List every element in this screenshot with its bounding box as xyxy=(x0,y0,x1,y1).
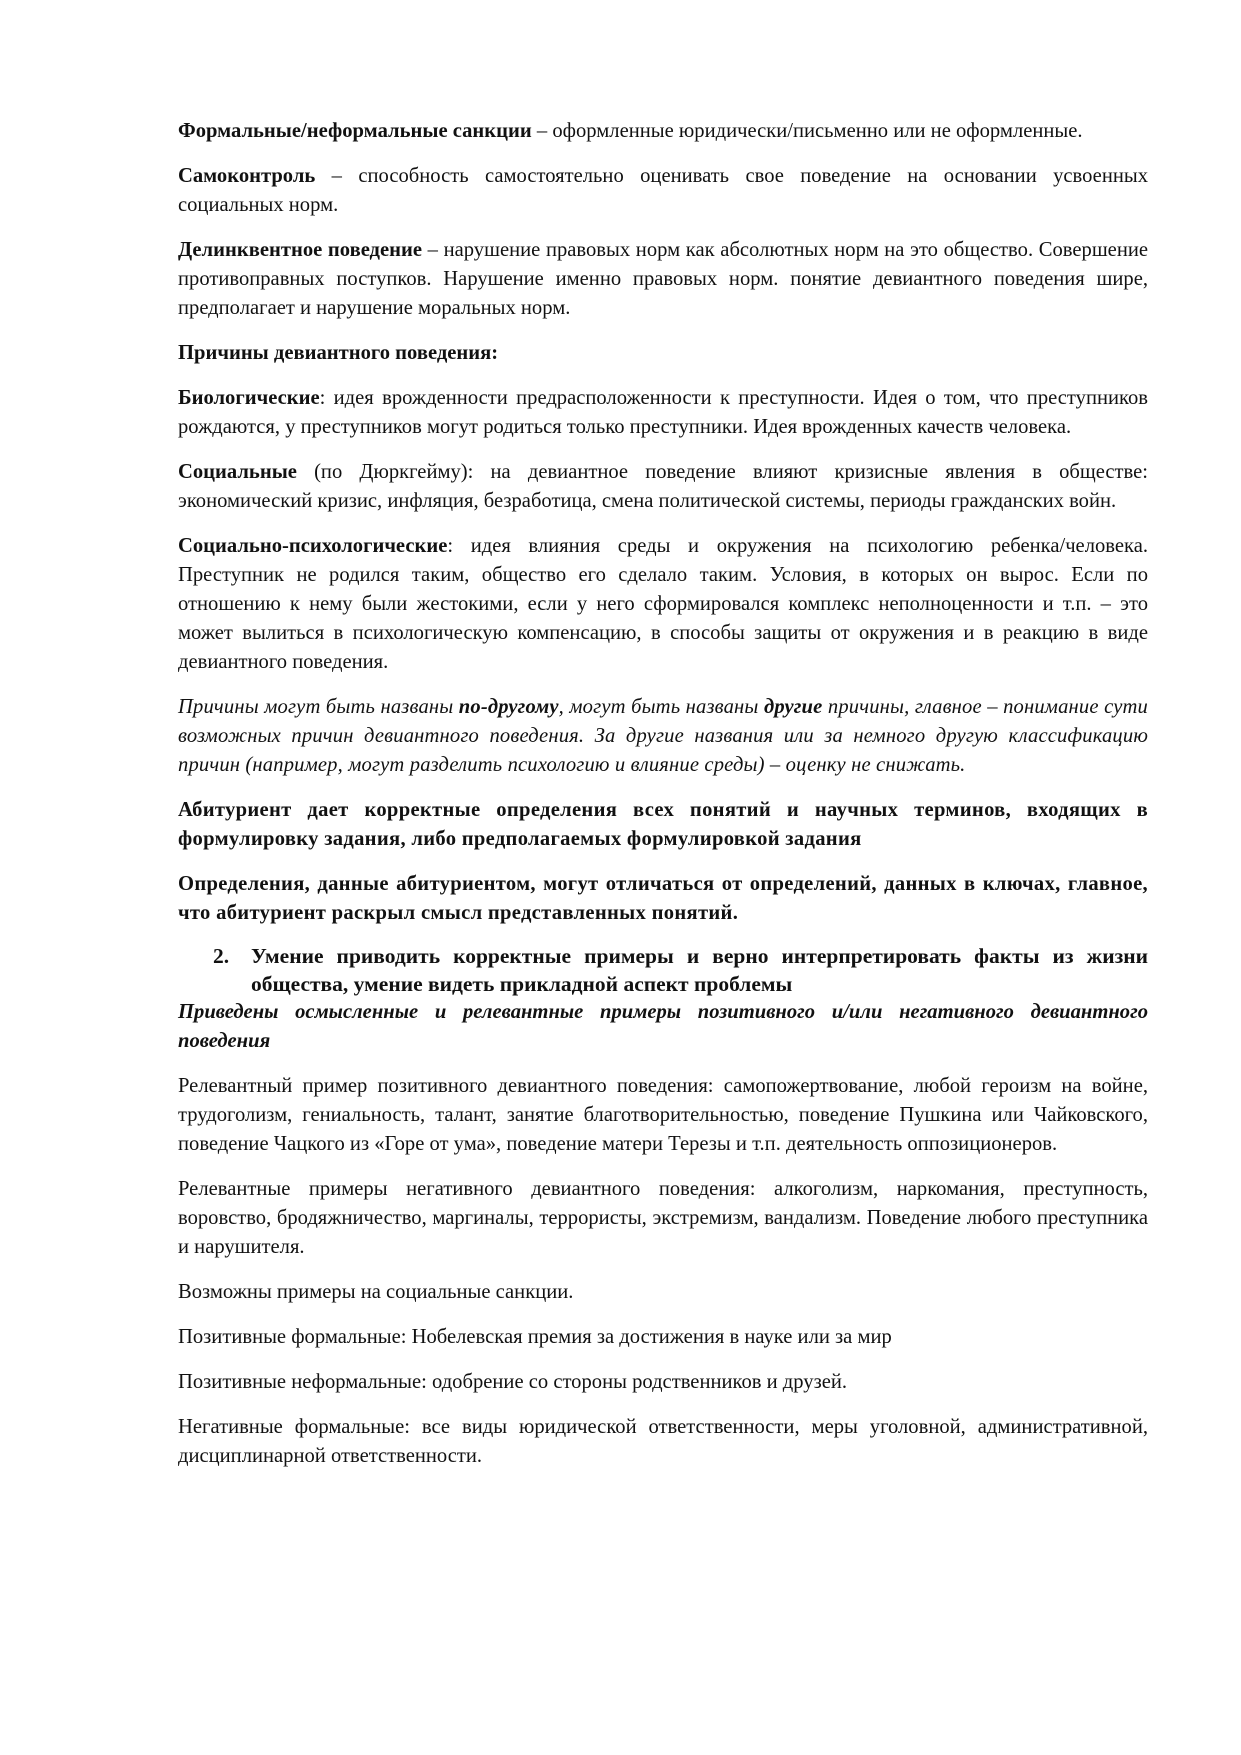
paragraph-negative-formal: Негативные формальные: все виды юридической ответственности, меры уголовной, административной, дисциплинарной ответственности. xyxy=(178,1416,1148,1467)
section-2-subtitle: Приведены осмысленные и релевантные примеры позитивного и/или негативного девиантного поведения xyxy=(178,1001,1148,1052)
term-biological: Биологические xyxy=(178,387,320,409)
note-bold-1: по-другому xyxy=(458,696,559,718)
paragraph-self-control xyxy=(178,162,1148,220)
paragraph-negative-examples: Релевантные примеры негативного девиантного поведения: алкоголизм, наркомания, преступность, воровство, бродяжничество, маргиналы, террористы, экстремизм, вандализм. Поведение любого преступника и нарушителя. xyxy=(178,1178,1148,1258)
criteria-definitions: Абитуриент дает корректные определения всех понятий и научных терминов, входящих в формулировку задания, либо предполагаемых формулировкой задания xyxy=(178,799,1148,850)
section-2-heading xyxy=(213,942,1148,998)
paragraph-positive-informal: Позитивные неформальные: одобрение со стороны родственников и друзей. xyxy=(178,1371,848,1393)
term-delinquent: Делинквентное поведение xyxy=(178,239,422,261)
term-social: Социальные xyxy=(178,461,297,483)
definition-delinquent: – нарушение правовых норм как абсолютных норм на это общество. Совершение противоправных поступков. Нарушение именно правовых норм. понятие девиантного поведения шире, предполагает и нарушение моральных норм. xyxy=(178,239,1149,319)
paragraph-positive-formal: Позитивные формальные: Нобелевская премия за достижения в науке или за мир xyxy=(178,1326,892,1348)
note-part-1: Причины могут быть названы xyxy=(178,696,459,718)
document-page xyxy=(178,117,1148,1487)
definition-sociopsych: : идея влияния среды и окружения на психологию ребенка/человека. Преступник не родился таким, общество его сделало таким. Условия, в которых он вырос. Если по отношению к нему были жестокими, если у него сформировался комплекс неполноценности и т.п. – это может вылиться в психологическую компенсацию, в способы защиты от окружения и в реакцию в виде девиантного поведения. xyxy=(178,535,1148,673)
definition-social: (по Дюркгейму): на девиантное поведение влияют кризисные явления в обществе: экономический кризис, инфляция, безработица, смена политической системы, периоды гражданских войн. xyxy=(178,461,1148,512)
section-2-title: Умение приводить корректные примеры и верно интерпретировать факты из жизни общества, умение видеть прикладной аспект проблемы xyxy=(251,944,1148,996)
causes-heading: Причины девиантного поведения: xyxy=(178,342,499,364)
note-part-2: , могут быть названы xyxy=(558,696,764,718)
term-sanctions: Формальные/неформальные санкции xyxy=(178,120,532,142)
term-self-control: Самоконтроль xyxy=(178,165,316,187)
paragraph-biological xyxy=(178,384,1148,442)
definition-sanctions: – оформленные юридически/письменно или не оформленные. xyxy=(531,120,1083,142)
grading-note xyxy=(178,693,1148,780)
term-sociopsych: Социально-психологические xyxy=(178,535,448,557)
criteria-meaning: Определения, данные абитуриентом, могут отличаться от определений, данных в ключах, главное, что абитуриент раскрыл смысл представленных понятий. xyxy=(178,873,1148,924)
section-2-number: 2. xyxy=(213,944,230,968)
note-part-3: причины, главное – понимание сути возможных причин девиантного поведения. За другие названия или за немного другую классификацию причин (например, могут разделить психологию и влияние среды) – оценку не снижать. xyxy=(178,696,1148,776)
paragraph-delinquent xyxy=(178,236,1148,323)
paragraph-sociopsych xyxy=(178,532,1148,677)
paragraph-sanctions xyxy=(178,117,1148,146)
note-bold-2: другие xyxy=(763,696,823,718)
paragraph-sanction-examples: Возможны примеры на социальные санкции. xyxy=(178,1281,574,1303)
paragraph-positive-examples: Релевантный пример позитивного девиантного поведения: самопожертвование, любой героизм на войне, трудоголизм, гениальность, талант, занятие благотворительностью, поведение Пушкина или Чайковского, поведение Чацкого из «Горе от ума», поведение матери Терезы и т.п. деятельность оппозиционеров. xyxy=(178,1075,1148,1155)
paragraph-social xyxy=(178,458,1148,516)
definition-self-control: – способность самостоятельно оценивать свое поведение на основании усвоенных социальных норм. xyxy=(178,165,1148,216)
definition-biological: : идея врожденности предрасположенности к преступности. Идея о том, что преступников рождаются, у преступников могут родиться только преступники. Идея врожденных качеств человека. xyxy=(178,387,1148,438)
